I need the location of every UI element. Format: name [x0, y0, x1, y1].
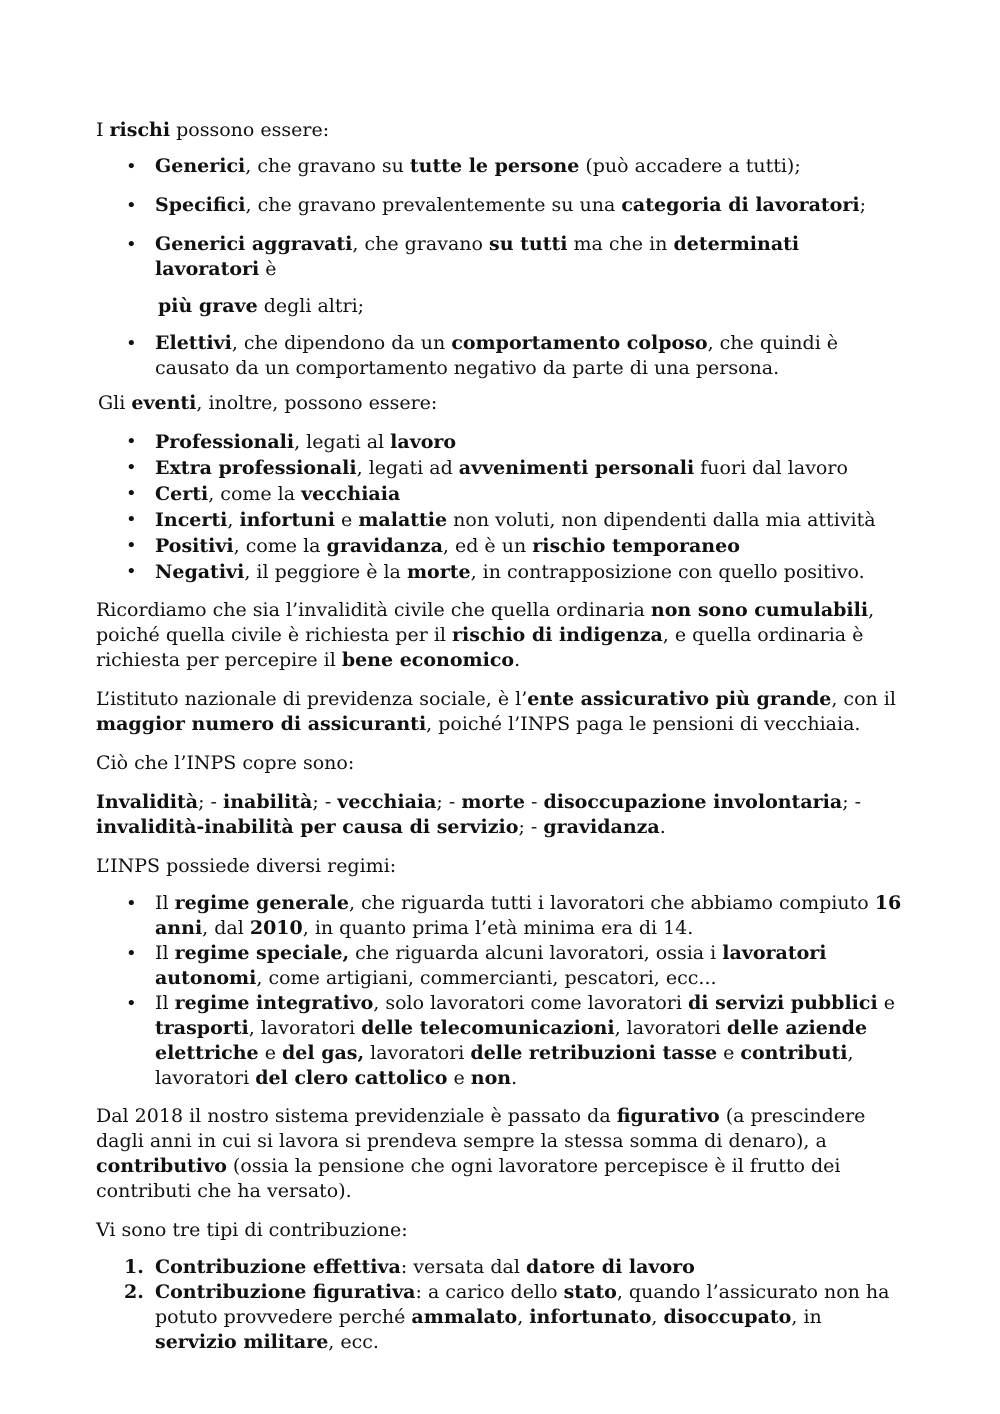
list-item: • Il regime integrativo, solo lavoratori come lavoratori di servizi pubblici e trasporti, lavoratori delle telecomunicazioni, lavoratori delle aziende elettriche e del gas, lavoratori delle retribuzioni tasse e contributi, lavoratori del clero cattolico e non. [96, 991, 904, 1091]
paragraph-copre-intro: Ciò che l’INPS copre sono: [96, 752, 355, 774]
list-item: • Generici aggravati, che gravano su tutti ma che in determinati lavoratori è [96, 232, 904, 282]
list-item: • Elettivi, che dipendono da un comportamento colposo, che quindi è causato da un comportamento negativo da parte di una persona. [96, 331, 904, 381]
list-item: • Negativi, il peggiore è la morte, in contrapposizione con quello positivo. [96, 559, 904, 585]
paragraph-regimi-intro: L’INPS possiede diversi regimi: [96, 855, 397, 877]
contribuzione-intro: Vi sono tre tipi di contribuzione: [96, 1219, 408, 1241]
list-continuation: più grave degli altri; [158, 295, 365, 317]
rischi-list-end [96, 331, 904, 381]
list-item-text: Contribuzione effettiva: versata dal datore di lavoro [155, 1256, 695, 1278]
paragraph-invalidita: Ricordiamo che sia l’invalidità civile che quella ordinaria non sono cumulabili, poiché quella civile è richiesta per il rischio di indigenza, e quella ordinaria è richiesta per percepire il bene economico. [96, 599, 875, 671]
rischi-intro: I rischi possono essere: [96, 119, 330, 141]
list-item: • Il regime generale, che riguarda tutti i lavoratori che abbiamo compiuto 16 anni, dal 2010, in quanto prima l’età minima era di 14. [96, 891, 904, 941]
eventi-intro: Gli eventi, inoltre, possono essere: [98, 392, 438, 414]
list-item [96, 1255, 904, 1280]
list-item: • Positivi, come la gravidanza, ed è un rischio temporaneo [96, 533, 904, 559]
eventi-list [96, 429, 904, 585]
list-item: • Incerti, infortuni e malattie non voluti, non dipendenti dalla mia attività [96, 507, 904, 533]
paragraph-copre-list: Invalidità; - inabilità; - vecchiaia; - morte - disoccupazione involontaria; - invalidità-inabilità per causa di servizio; - gravidanza. [96, 791, 862, 838]
list-item: • Generici, che gravano su tutte le persone (può accadere a tutti); [96, 154, 904, 179]
list-item: • Specifici, che gravano prevalentemente su una categoria di lavoratori; [96, 193, 904, 218]
list-item [96, 1280, 904, 1355]
rischi-list [96, 154, 904, 282]
paragraph-istituto: L’istituto nazionale di previdenza sociale, è l’ente assicurativo più grande, con il maggior numero di assicuranti, poiché l’INPS paga le pensioni di vecchiaia. [96, 688, 896, 735]
paragraph-sistema: Dal 2018 il nostro sistema previdenziale è passato da figurativo (a prescindere dagli anni in cui si lavora si prendeva sempre la stessa somma di denaro), a contributivo (ossia la pensione che ogni lavoratore percepisce è il frutto dei contributi che ha versato). [96, 1105, 866, 1202]
list-item: • Certi, come la vecchiaia [96, 481, 904, 507]
list-item: • Extra professionali, legati ad avvenimenti personali fuori dal lavoro [96, 455, 904, 481]
list-item: • Professionali, legati al lavoro [96, 429, 904, 455]
list-number: 1. [124, 1256, 144, 1278]
list-item-text: Contribuzione figurativa: a carico dello stato, quando l’assicurato non ha potuto provvedere perché ammalato, infortunato, disoccupato, in servizio militare, ecc. [155, 1281, 890, 1353]
regimi-list [96, 891, 904, 1091]
contribuzione-list [96, 1255, 904, 1355]
list-item: • Il regime speciale, che riguarda alcuni lavoratori, ossia i lavoratori autonomi, come artigiani, commercianti, pescatori, ecc... [96, 941, 904, 991]
list-number: 2. [124, 1281, 144, 1303]
